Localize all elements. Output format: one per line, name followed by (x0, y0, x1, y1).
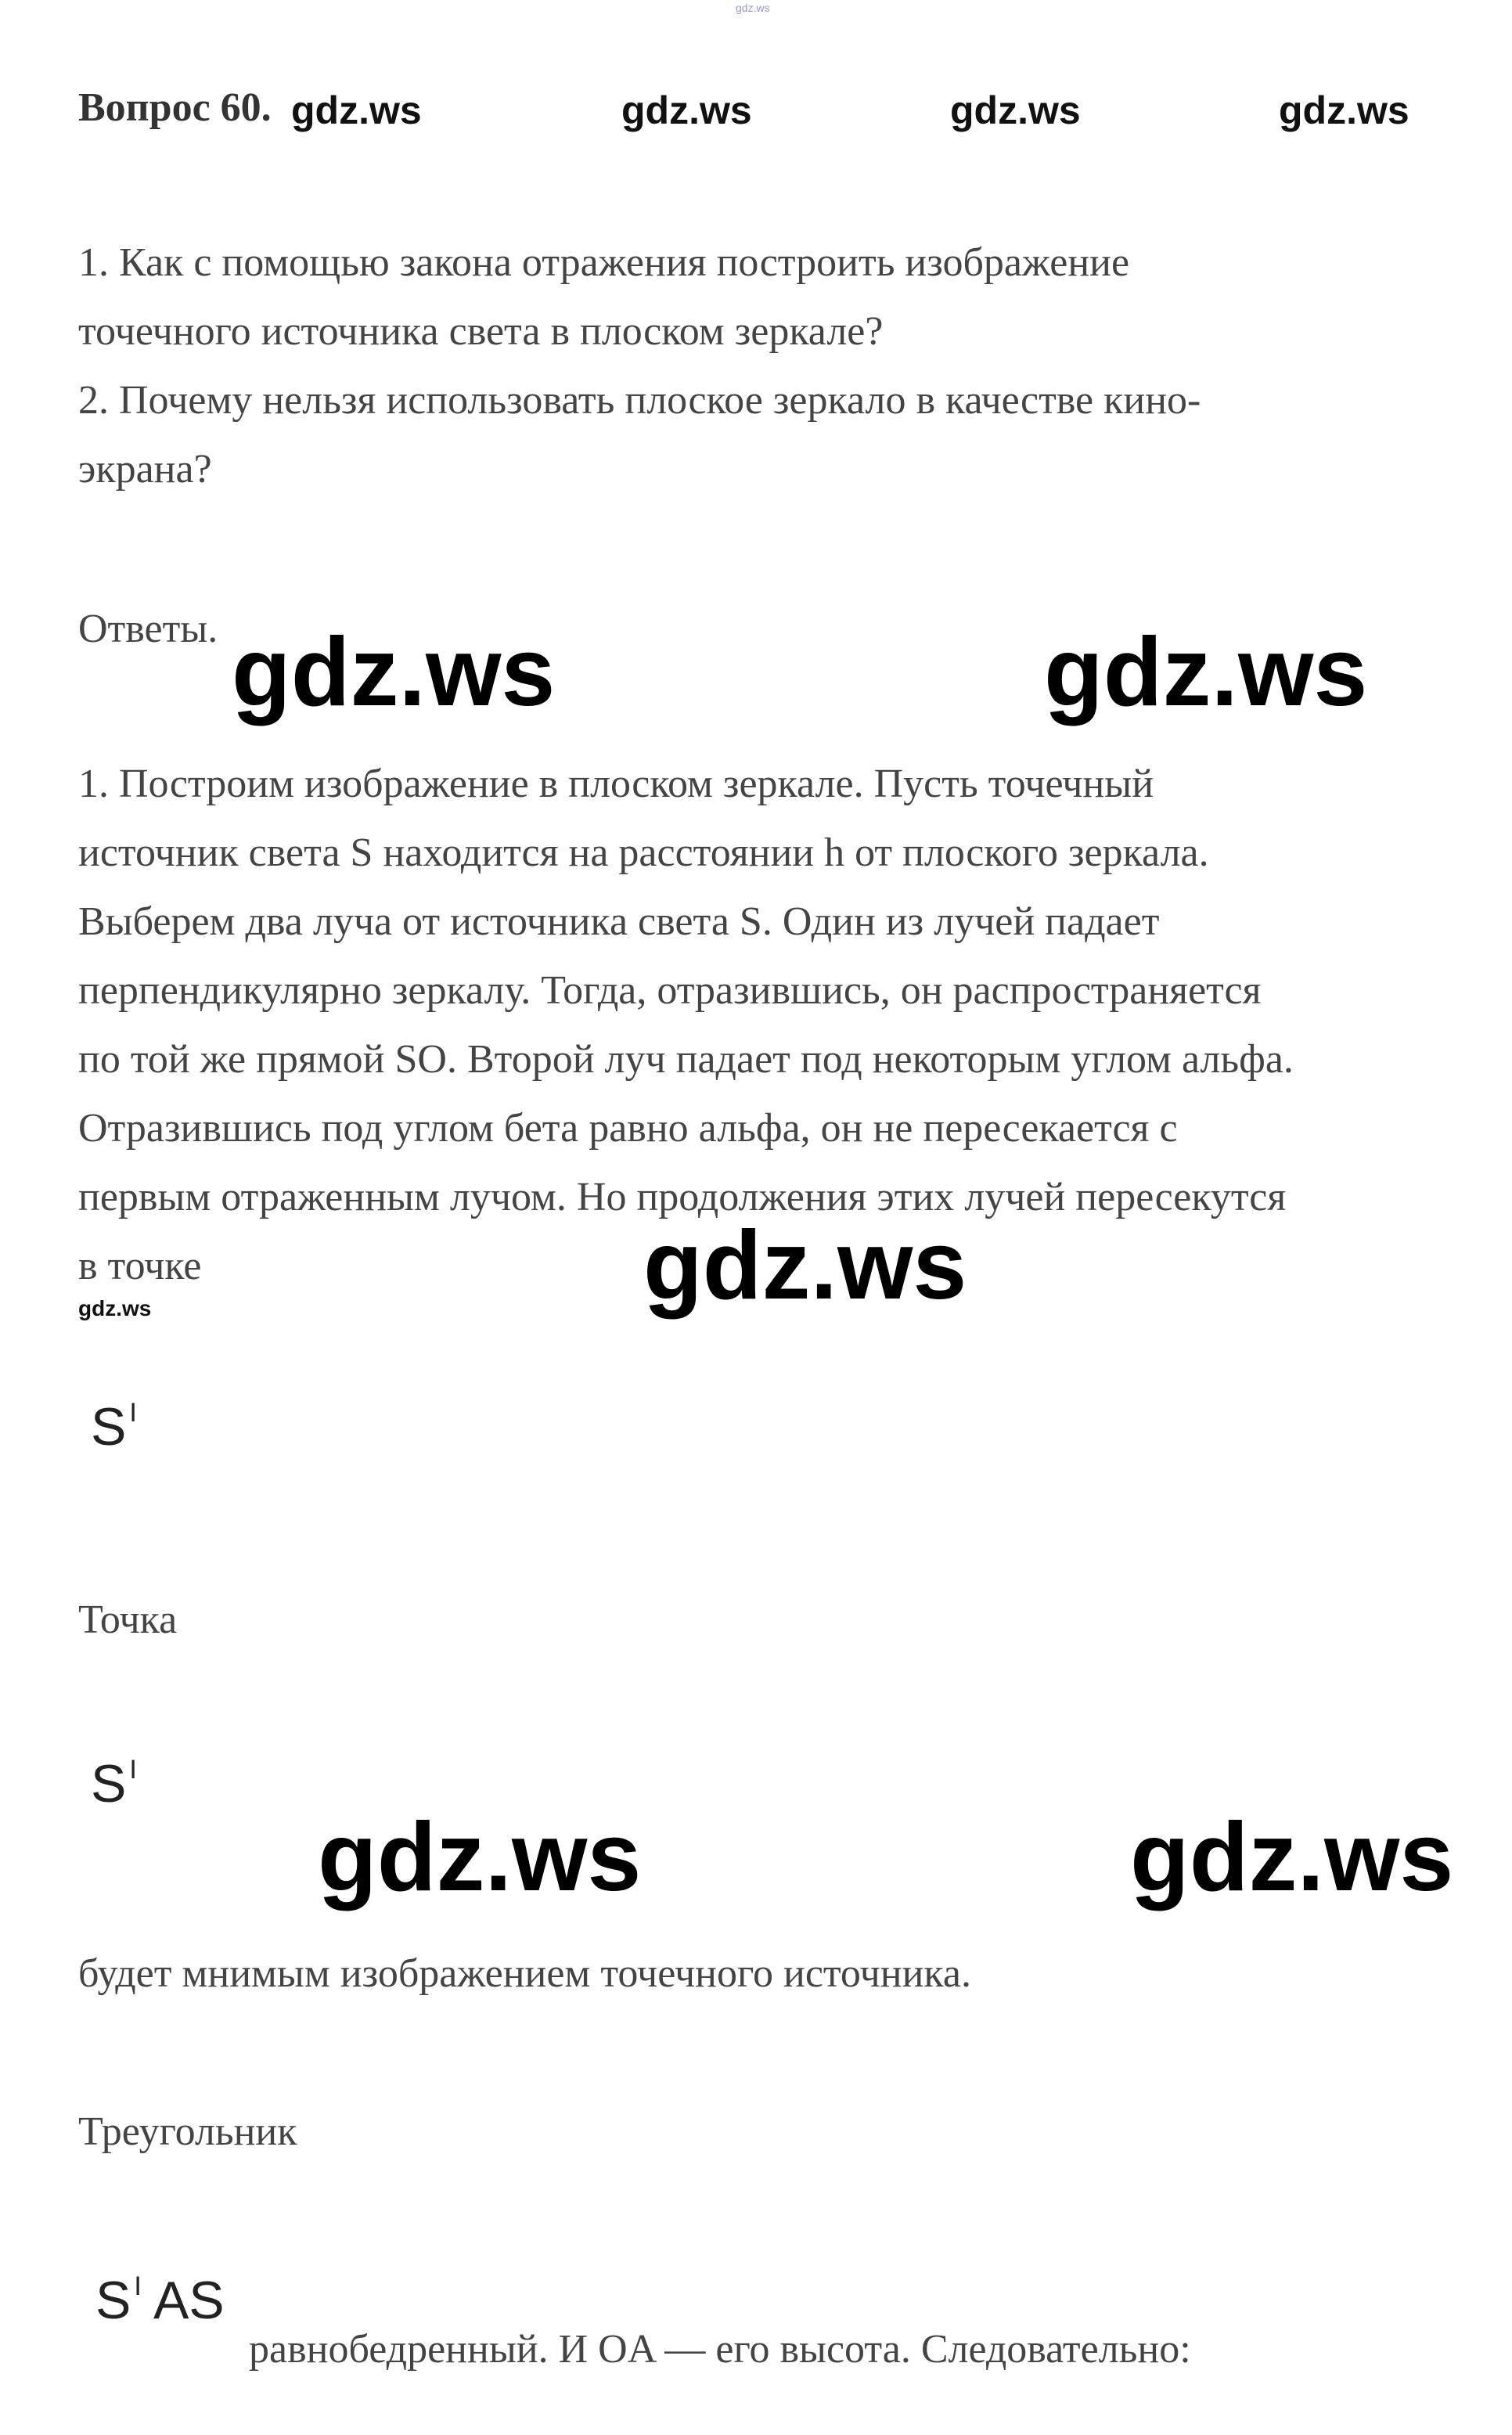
answer-line: Выберем два луча от источника света S. Один из лучей падает (78, 899, 1160, 944)
question-line: 1. Как с помощью закона отражения построить изображение (78, 240, 1130, 285)
question-line: экрана? (78, 447, 212, 492)
formula-base: S (91, 1754, 127, 1814)
answer-line: источник света S находится на расстоянии h от плоского зеркала. (78, 830, 1209, 875)
watermark-large: gdz.ws (1044, 618, 1368, 726)
watermark-small: gdz.ws (950, 88, 1081, 132)
formula-s-prime (91, 1753, 137, 1814)
question-line: точечного источника света в плоском зеркале? (78, 309, 884, 354)
virtual-image-text: будет мнимым изображением точечного источника. (78, 1951, 971, 1996)
answer-line: в точке (78, 1244, 202, 1288)
answer-line: 1. Построим изображение в плоском зеркале. Пусть точечный (78, 762, 1154, 806)
watermark-large: gdz.ws (643, 1212, 967, 1320)
question-block (78, 229, 1201, 504)
top-watermark: gdz.ws (736, 2, 770, 14)
isosceles-text: равнобедренный. И OA — его высота. Следовательно: (249, 2327, 1191, 2372)
triangle-label: Треугольник (78, 2109, 297, 2154)
answer-line: перпендикулярно зеркалу. Тогда, отразившись, он распространяется (78, 968, 1262, 1013)
formula-base: S (91, 1397, 127, 1457)
question-line: 2. Почему нельзя использовать плоское зеркало в качестве кино- (78, 378, 1201, 423)
point-label: Точка (78, 1598, 178, 1642)
formula-sup: I (129, 1755, 137, 1785)
formula-sup: I (129, 1398, 137, 1428)
answers-label: Ответы. (78, 607, 218, 651)
page-title: Вопрос 60. (78, 85, 272, 130)
formula-base: S (95, 2271, 131, 2330)
answer-line: по той же прямой SO. Второй луч падает под некоторым углом альфа. (78, 1037, 1294, 1082)
formula-triangle (95, 2270, 225, 2331)
watermark-large: gdz.ws (318, 1803, 642, 1911)
formula-s-prime (91, 1396, 137, 1457)
watermark-tiny: gdz.ws (78, 1296, 152, 1320)
watermark-large: gdz.ws (232, 618, 556, 726)
answer-line: первым отраженным лучом. Но продолжения этих лучей пересекутся (78, 1175, 1287, 1219)
watermark-small: gdz.ws (621, 88, 752, 132)
formula-rest: AS (153, 2271, 225, 2330)
watermark-large: gdz.ws (1130, 1803, 1454, 1911)
answer-line: Отразившись под углом бета равно альфа, он не пересекается с (78, 1106, 1178, 1151)
watermark-small: gdz.ws (1279, 88, 1409, 132)
watermark-small: gdz.ws (291, 88, 422, 132)
formula-sup: I (134, 2271, 142, 2301)
